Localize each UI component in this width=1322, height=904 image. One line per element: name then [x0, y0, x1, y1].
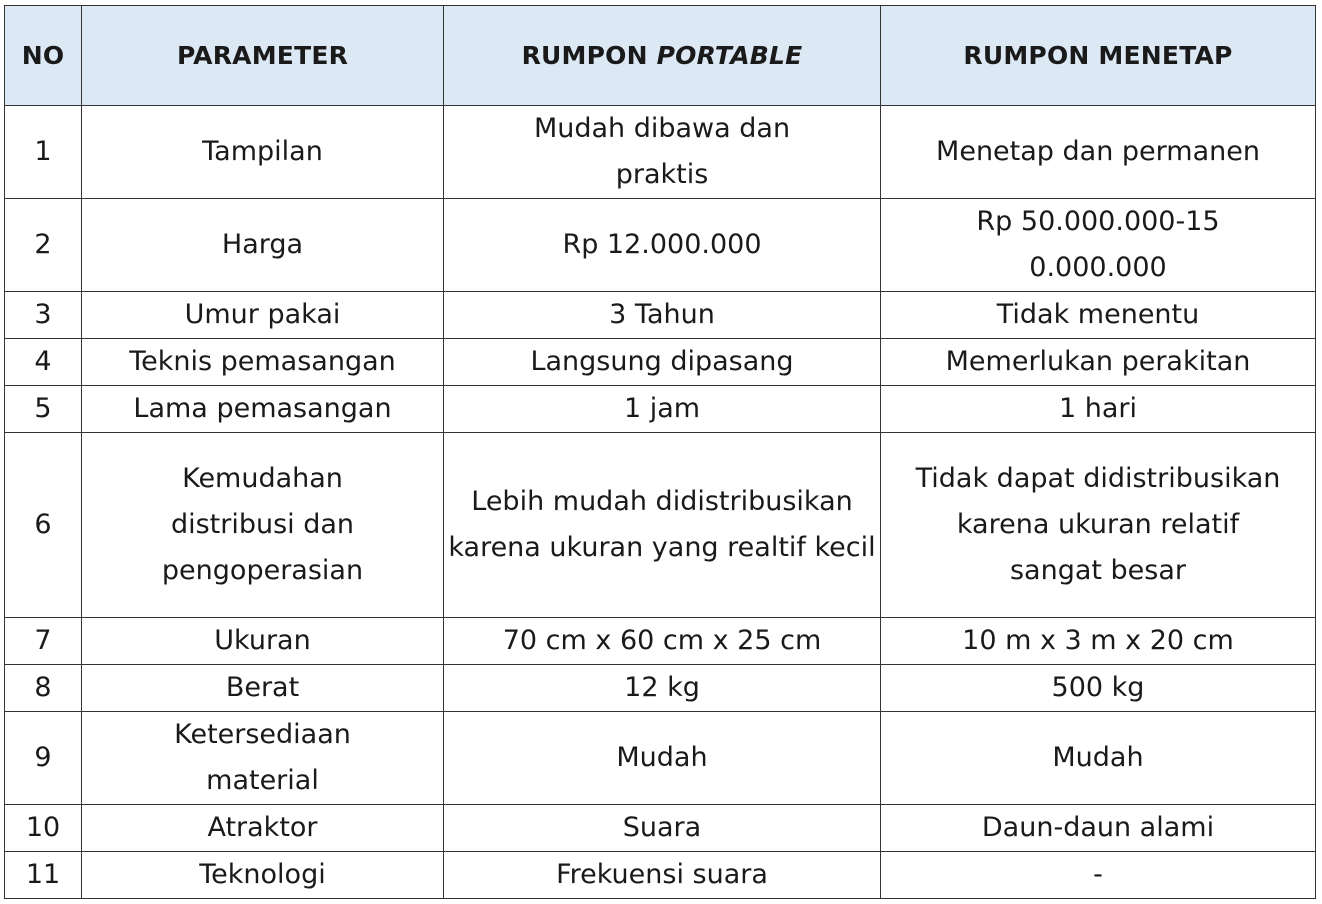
- table-row: [5, 712, 1316, 805]
- table-body: [5, 106, 1316, 899]
- cell-parameter: Harga: [82, 199, 444, 292]
- header-row: [5, 6, 1316, 106]
- table-header: [5, 6, 1316, 106]
- cell-parameter: Umur pakai: [82, 292, 444, 339]
- cell-parameter: Ukuran: [82, 618, 444, 665]
- cell-parameter: Atraktor: [82, 805, 444, 852]
- header-portable-italic: PORTABLE: [656, 41, 803, 70]
- comparison-table: [4, 5, 1316, 899]
- cell-parameter: Ketersediaan material: [82, 712, 444, 805]
- cell-no: 3: [5, 292, 82, 339]
- table-row: [5, 618, 1316, 665]
- cell-portable: Frekuensi suara: [444, 852, 881, 899]
- cell-menetap: 1 hari: [881, 386, 1316, 433]
- table-row: [5, 292, 1316, 339]
- cell-parameter: Lama pemasangan: [82, 386, 444, 433]
- cell-portable: 70 cm x 60 cm x 25 cm: [444, 618, 881, 665]
- header-rumpon-portable: [444, 6, 881, 106]
- cell-no: 10: [5, 805, 82, 852]
- cell-portable: 1 jam: [444, 386, 881, 433]
- cell-portable: Rp 12.000.000: [444, 199, 881, 292]
- cell-menetap: Tidak menentu: [881, 292, 1316, 339]
- cell-menetap: Memerlukan perakitan: [881, 339, 1316, 386]
- cell-no: 4: [5, 339, 82, 386]
- cell-menetap: Menetap dan permanen: [881, 106, 1316, 199]
- cell-no: 2: [5, 199, 82, 292]
- table-row: [5, 665, 1316, 712]
- cell-parameter: Teknis pemasangan: [82, 339, 444, 386]
- cell-portable: Mudah: [444, 712, 881, 805]
- table-row: [5, 339, 1316, 386]
- comparison-table-wrapper: [4, 5, 1316, 899]
- cell-portable: Lebih mudah didistribusikan karena ukuran yang realtif kecil: [444, 433, 881, 618]
- header-parameter: PARAMETER: [82, 6, 444, 106]
- cell-parameter: Teknologi: [82, 852, 444, 899]
- cell-parameter: Kemudahan distribusi dan pengoperasian: [82, 433, 444, 618]
- cell-no: 8: [5, 665, 82, 712]
- header-no: NO: [5, 6, 82, 106]
- cell-menetap: 10 m x 3 m x 20 cm: [881, 618, 1316, 665]
- cell-no: 5: [5, 386, 82, 433]
- table-row: [5, 106, 1316, 199]
- cell-menetap: 500 kg: [881, 665, 1316, 712]
- cell-portable: 12 kg: [444, 665, 881, 712]
- cell-no: 6: [5, 433, 82, 618]
- header-portable-prefix: RUMPON: [521, 41, 648, 70]
- table-row: [5, 805, 1316, 852]
- cell-portable: Suara: [444, 805, 881, 852]
- cell-no: 7: [5, 618, 82, 665]
- table-row: [5, 852, 1316, 899]
- cell-no: 1: [5, 106, 82, 199]
- cell-portable: 3 Tahun: [444, 292, 881, 339]
- header-rumpon-menetap: RUMPON MENETAP: [881, 6, 1316, 106]
- cell-portable: Mudah dibawa dan praktis: [444, 106, 881, 199]
- cell-menetap: Rp 50.000.000-150.000.000: [881, 199, 1316, 292]
- cell-no: 9: [5, 712, 82, 805]
- cell-no: 11: [5, 852, 82, 899]
- cell-menetap: -: [881, 852, 1316, 899]
- cell-menetap: Daun-daun alami: [881, 805, 1316, 852]
- cell-menetap: Tidak dapat didistribusikan karena ukuran relatif sangat besar: [881, 433, 1316, 618]
- table-row: [5, 199, 1316, 292]
- table-row: [5, 386, 1316, 433]
- cell-menetap: Mudah: [881, 712, 1316, 805]
- cell-portable: Langsung dipasang: [444, 339, 881, 386]
- cell-parameter: Berat: [82, 665, 444, 712]
- table-row: [5, 433, 1316, 618]
- cell-parameter: Tampilan: [82, 106, 444, 199]
